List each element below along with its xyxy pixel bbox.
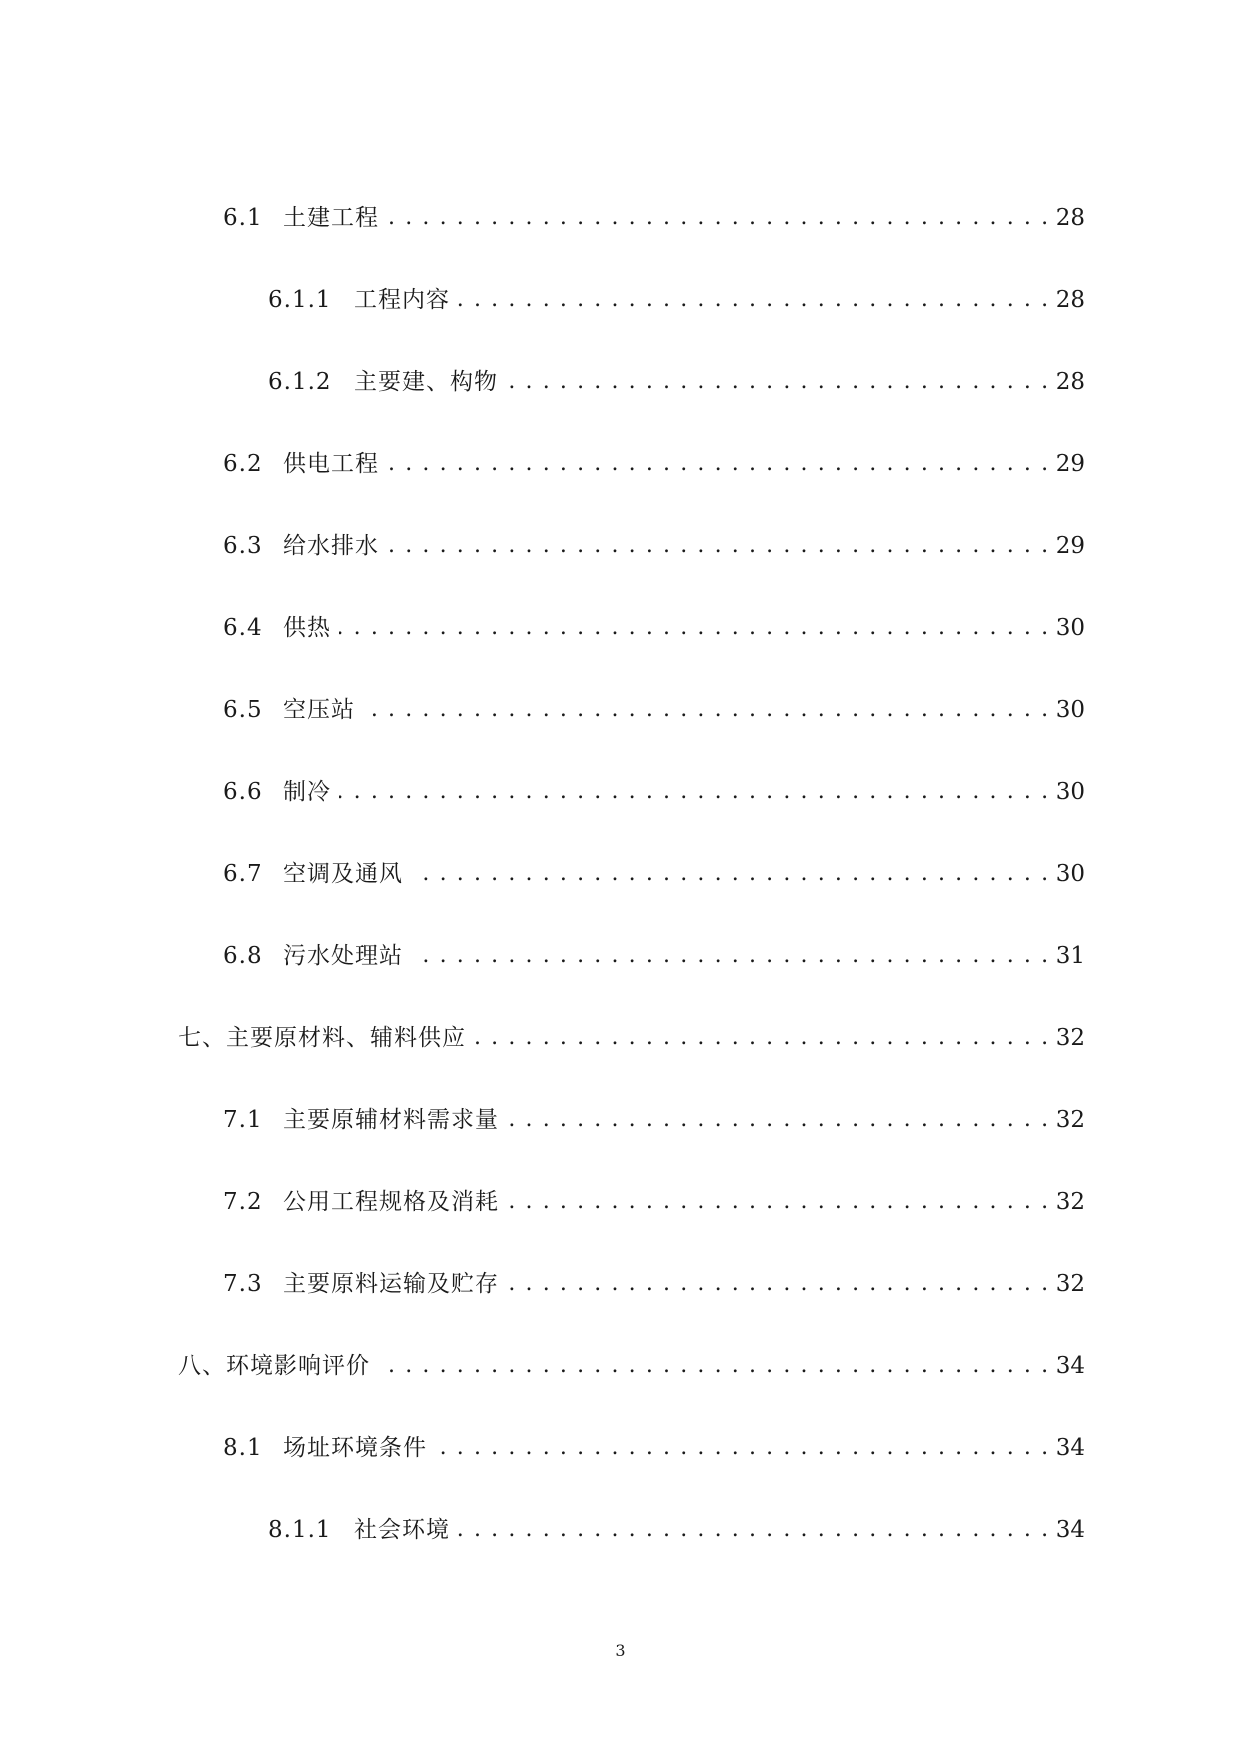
toc-entry-number: 7.2 — [223, 1189, 263, 1215]
toc-entry-title: 工程内容 — [354, 287, 450, 313]
toc-dot-leader — [458, 283, 1050, 317]
toc-entry-8-1-1[interactable] — [268, 1513, 1085, 1547]
toc-entry-number: 6.1.2 — [268, 369, 332, 395]
toc-entry-page: 31 — [1055, 943, 1085, 969]
toc-dot-leader — [411, 939, 1050, 973]
toc-entry-6-2[interactable] — [223, 447, 1085, 481]
toc-entry-page: 29 — [1055, 451, 1085, 477]
toc-entry-page: 32 — [1055, 1025, 1085, 1051]
toc-entry-number: 8.1.1 — [268, 1517, 332, 1543]
toc-entry-title: 主要原辅材料需求量 — [283, 1107, 499, 1133]
toc-entry-title: 空调及通风 — [283, 861, 403, 887]
toc-entry-page: 28 — [1055, 205, 1085, 231]
toc-entry-page: 29 — [1055, 533, 1085, 559]
toc-entry-title: 七、主要原材料、辅料供应 — [178, 1025, 466, 1051]
toc-dot-leader — [507, 1267, 1050, 1301]
toc-entry-number: 6.6 — [223, 779, 263, 805]
toc-dot-leader — [474, 1021, 1050, 1055]
toc-entry-title: 场址环境条件 — [283, 1435, 427, 1461]
toc-entry-number: 6.4 — [223, 615, 263, 641]
toc-dot-leader — [339, 611, 1050, 645]
toc-entry-page: 28 — [1055, 369, 1085, 395]
toc-entry-number: 6.2 — [223, 451, 263, 477]
toc-entry-chapter-8[interactable] — [178, 1349, 1085, 1383]
toc-dot-leader — [387, 447, 1050, 481]
toc-entry-title: 土建工程 — [283, 205, 379, 231]
toc-entry-title: 供热 — [283, 615, 331, 641]
toc-entry-page: 34 — [1055, 1435, 1085, 1461]
toc-dot-leader — [435, 1431, 1050, 1465]
toc-dot-leader — [458, 1513, 1050, 1547]
toc-entry-7-1[interactable] — [223, 1103, 1085, 1137]
toc-entry-6-4[interactable] — [223, 611, 1085, 645]
toc-entry-page: 30 — [1055, 697, 1085, 723]
toc-entry-number: 7.1 — [223, 1107, 263, 1133]
toc-entry-title: 八、环境影响评价 — [178, 1353, 370, 1379]
toc-entry-page: 32 — [1055, 1107, 1085, 1133]
toc-entry-number: 6.1 — [223, 205, 263, 231]
toc-dot-leader — [339, 775, 1050, 809]
toc-entry-title: 污水处理站 — [283, 943, 403, 969]
toc-entry-title: 公用工程规格及消耗 — [283, 1189, 499, 1215]
toc-entry-title: 供电工程 — [283, 451, 379, 477]
toc-entry-title: 空压站 — [283, 697, 355, 723]
page-number: 3 — [615, 1641, 626, 1660]
toc-entry-number: 8.1 — [223, 1435, 263, 1461]
toc-entry-6-1-1[interactable] — [268, 283, 1085, 317]
toc-entry-6-5[interactable] — [223, 693, 1085, 727]
toc-dot-leader — [411, 857, 1050, 891]
toc-dot-leader — [387, 201, 1050, 235]
toc-entry-number: 6.3 — [223, 533, 263, 559]
toc-entry-page: 30 — [1055, 779, 1085, 805]
toc-entry-title: 主要建、构物 — [354, 369, 498, 395]
toc-entry-page: 34 — [1055, 1353, 1085, 1379]
toc-entry-page: 30 — [1055, 861, 1085, 887]
toc-entry-number: 6.8 — [223, 943, 263, 969]
toc-entry-title: 给水排水 — [283, 533, 379, 559]
toc-entry-page: 28 — [1055, 287, 1085, 313]
toc-dot-leader — [507, 1185, 1050, 1219]
toc-entry-title: 主要原料运输及贮存 — [283, 1271, 499, 1297]
toc-dot-leader — [387, 529, 1050, 563]
toc-entry-7-2[interactable] — [223, 1185, 1085, 1219]
toc-entry-7-3[interactable] — [223, 1267, 1085, 1301]
toc-entry-page: 32 — [1055, 1271, 1085, 1297]
toc-entry-number: 6.7 — [223, 861, 263, 887]
toc-entry-6-1[interactable] — [223, 201, 1085, 235]
toc-dot-leader — [506, 365, 1050, 399]
toc-dot-leader — [363, 693, 1050, 727]
toc-dot-leader — [507, 1103, 1050, 1137]
toc-entry-number: 6.1.1 — [268, 287, 332, 313]
toc-entry-6-1-2[interactable] — [268, 365, 1085, 399]
toc-entry-page: 34 — [1055, 1517, 1085, 1543]
toc-entry-8-1[interactable] — [223, 1431, 1085, 1465]
toc-entry-6-3[interactable] — [223, 529, 1085, 563]
toc-entry-6-8[interactable] — [223, 939, 1085, 973]
toc-entry-6-6[interactable] — [223, 775, 1085, 809]
toc-entry-6-7[interactable] — [223, 857, 1085, 891]
toc-entry-page: 30 — [1055, 615, 1085, 641]
toc-entry-page: 32 — [1055, 1189, 1085, 1215]
toc-entry-chapter-7[interactable] — [178, 1021, 1085, 1055]
toc-entry-number: 7.3 — [223, 1271, 263, 1297]
toc-dot-leader — [378, 1349, 1050, 1383]
toc-entry-title: 社会环境 — [354, 1517, 450, 1543]
toc-entry-number: 6.5 — [223, 697, 263, 723]
toc-entry-title: 制冷 — [283, 779, 331, 805]
